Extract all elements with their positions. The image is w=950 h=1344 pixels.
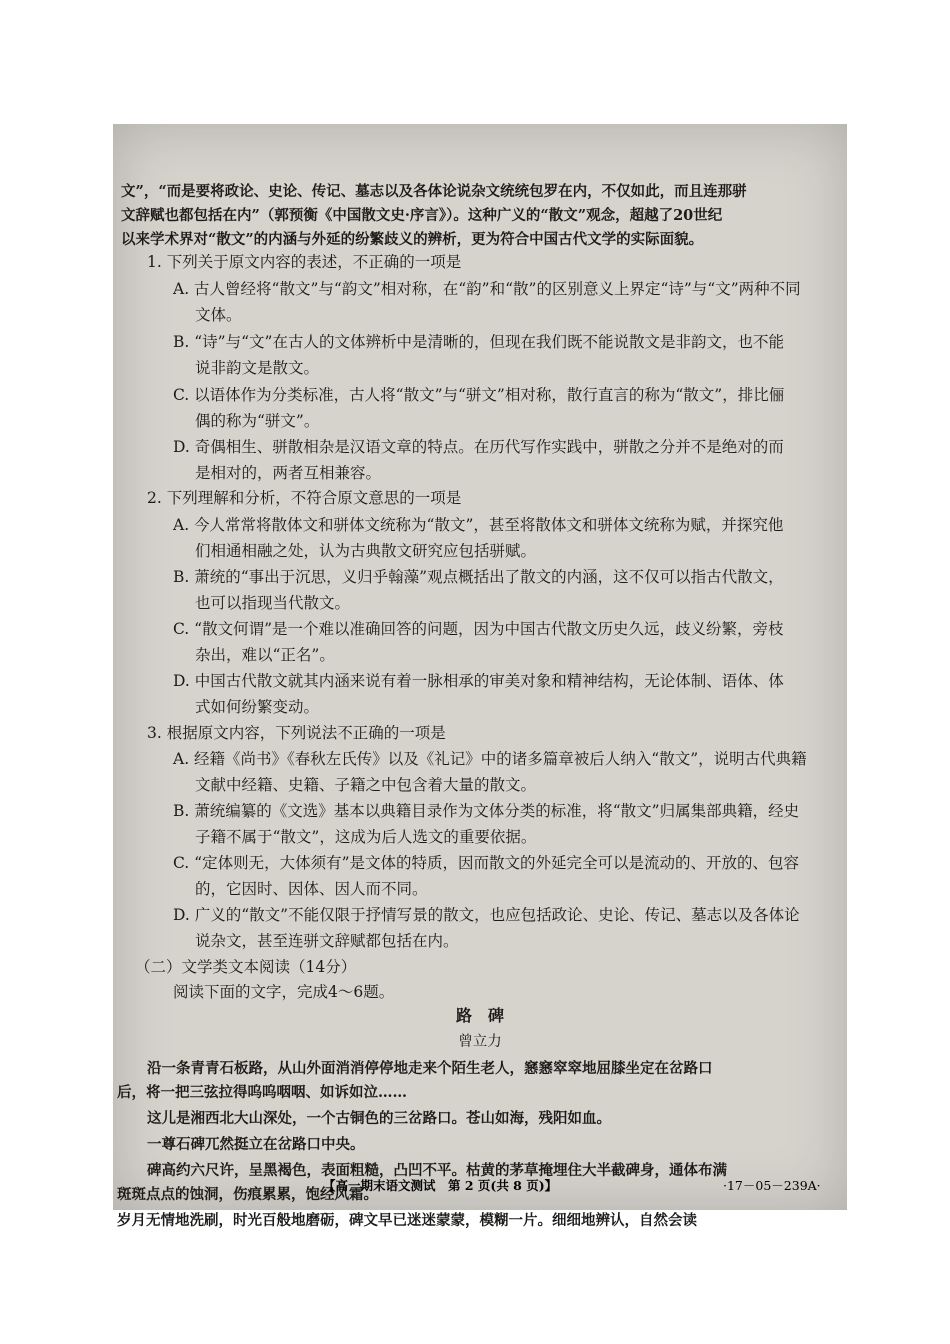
q3-option-c: C. “定体则无，大体须有”是文体的特质，因而散文的外延完全可以是流动的、开放的、包容 [173,854,800,872]
q2-option-c: C. “散文何谓”是一个难以准确回答的问题，因为中国古代散文历史久远，歧义纷繁，旁枝 [173,620,784,638]
q2-option-c-cont: 杂出，难以“正名”。 [195,646,335,664]
q3-option-d-cont: 说杂文，甚至连骈文辞赋都包括在内。 [195,932,459,950]
q1-option-c: C. 以语体作为分类标准，古人将“散文”与“骈文”相对称，散行直言的称为“散文”，排比俪 [173,386,785,404]
q3-option-d: D. 广义的“散文”不能仅限于抒情写景的散文，也应包括政论、史论、传记、墓志以及各体论 [173,906,800,924]
question-2-stem: 2. 下列理解和分析，不符合原文意思的一项是 [147,489,462,507]
q1-option-d: D. 奇偶相生、骈散相杂是汉语文章的特点。在历代写作实践中，骈散之分并不是绝对的而 [173,438,784,456]
q3-option-a-cont: 文献中经籍、史籍、子籍之中包含着大量的散文。 [195,776,537,794]
q2-option-a: A. 今人常常将散体文和骈体文统称为“散文”，甚至将散体文和骈体文统称为赋，并探究他 [173,516,784,534]
q1-option-b-cont: 说非韵文是散文。 [195,359,320,377]
q2-option-b: B. 萧统的“事出于沉思，义归乎翰藻”观点概括出了散文的内涵，这不仅可以指古代散文， [173,568,784,586]
footer-label: 【高一期末语文测试 第 2 页(共 8 页)】 [323,1178,558,1193]
story-line: 岁月无情地洗刷，时光百般地磨砺，碑文早已迷迷蒙蒙，模糊一片。细细地辨认，自然会读 [117,1212,697,1229]
question-3-stem: 3. 根据原文内容，下列说法不正确的一项是 [147,724,446,742]
section-heading: （二）文学类文本阅读（14分） [135,958,357,976]
q2-option-d-cont: 式如何纷繁变动。 [195,698,320,716]
q1-option-a-cont: 文体。 [195,306,242,324]
intro-line: 以来学术界对“散文”的内涵与外延的纷繁歧义的辨析，更为符合中国古代文学的实际面貌。 [121,231,704,248]
q3-option-b: B. 萧统编纂的《文选》基本以典籍目录作为文体分类的标准，将“散文”归属集部典籍，经史 [173,802,800,820]
intro-line: 文辞赋也都包括在内”（郭预衡《中国散文史·序言》）。这种广义的“散文”观念，超越了20世纪 [121,207,723,224]
story-line: 碑高约六尺许，呈黑褐色，表面粗糙，凸凹不平。枯黄的茅草掩埋住大半截碑身，通体布满 [147,1162,727,1179]
story-line: 后，将一把三弦拉得呜呜咽咽、如诉如泣…… [117,1084,407,1101]
q2-option-a-cont: 们相通相融之处，认为古典散文研究应包括骈赋。 [195,542,537,560]
story-line: 这儿是湘西北大山深处，一个古铜色的三岔路口。苍山如海，残阳如血。 [147,1110,611,1127]
q2-option-d: D. 中国古代散文就其内涵来说有着一脉相承的审美对象和精神结构，无论体制、语体、体 [173,672,784,690]
footer-code: ·17－05－239A· [723,1178,821,1193]
story-title: 路 碑 [455,1006,504,1025]
story-line: 斑斑点点的蚀洞，伤痕累累，饱经风霜。 [117,1186,378,1203]
q1-option-b: B. “诗”与“文”在古人的文体辨析中是清晰的，但现在我们既不能说散文是非韵文，也不能 [173,333,784,351]
q1-option-c-cont: 偶的称为“骈文”。 [195,412,320,430]
q1-option-a: A. 古人曾经将“散文”与“韵文”相对称，在“韵”和“散”的区别意义上界定“诗”与“文”两种不同 [173,280,801,298]
q3-option-b-cont: 子籍不属于“散文”，这成为后人选文的重要依据。 [195,828,537,846]
q2-option-b-cont: 也可以指现当代散文。 [195,594,351,612]
q1-option-d-cont: 是相对的，两者互相兼容。 [195,464,382,482]
section-instruction: 阅读下面的文字，完成4～6题。 [173,983,395,1001]
story-line: 沿一条青青石板路，从山外面消消停停地走来个陌生老人，窸窸窣窣地屈膝坐定在岔路口 [147,1060,713,1077]
q3-option-a: A. 经籍《尚书》《春秋左氏传》以及《礼记》中的诸多篇章被后人纳入“散文”，说明古代典籍 [173,750,807,768]
intro-line: 文”，“而是要将政论、史论、传记、墓志以及各体论说杂文统统包罗在内，不仅如此，而且连那骈 [121,183,747,200]
story-line: 一尊石碑兀然挺立在岔路口中央。 [147,1136,365,1153]
footer-bar [113,1170,847,1200]
story-author: 曾立力 [458,1034,502,1050]
exam-page [113,124,847,1229]
question-1-stem: 1. 下列关于原文内容的表述，不正确的一项是 [147,253,462,271]
q3-option-c-cont: 的，它因时、因体、因人而不同。 [195,880,428,898]
